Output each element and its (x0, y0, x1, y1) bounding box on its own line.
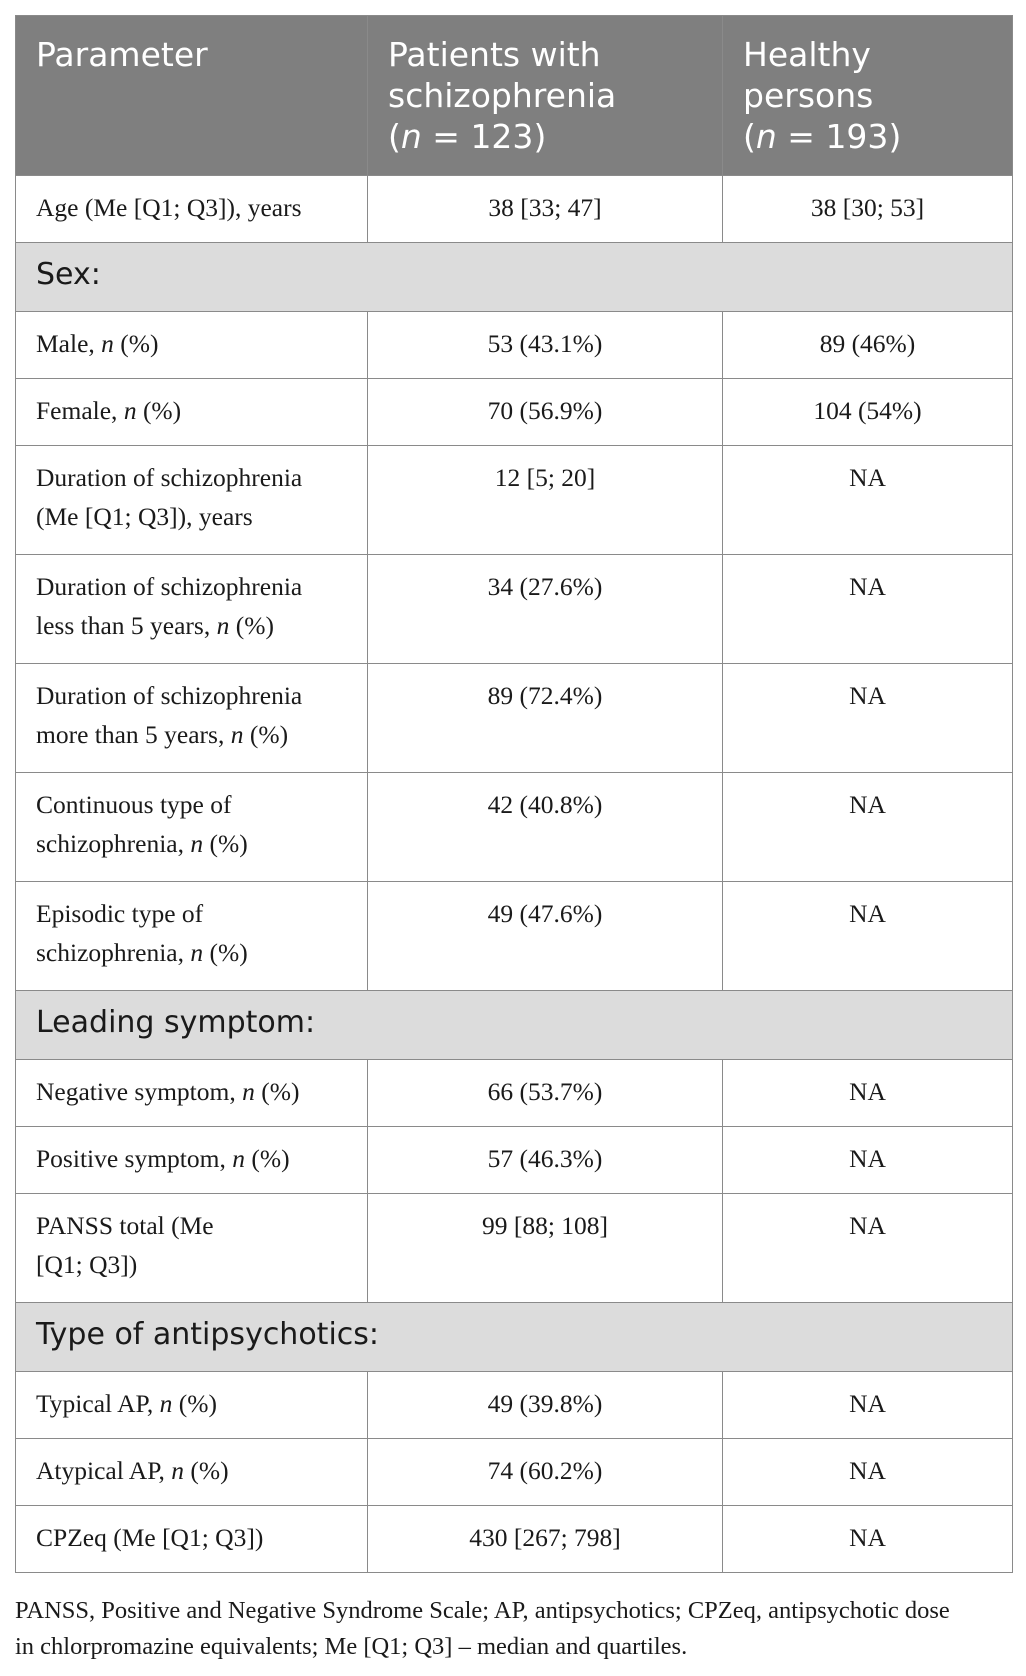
table-row (16, 379, 1013, 446)
row-label: Negative symptom, n (%) (16, 1060, 368, 1127)
healthy-value: 104 (54%) (723, 379, 1013, 446)
section-title: Leading symptom: (16, 991, 1013, 1060)
table-row (16, 555, 1013, 664)
row-label: Age (Me [Q1; Q3]), years (16, 176, 368, 243)
healthy-value: NA (723, 1060, 1013, 1127)
patients-value: 49 (39.8%) (368, 1372, 723, 1439)
table-row (16, 1194, 1013, 1303)
patients-value: 57 (46.3%) (368, 1127, 723, 1194)
section-row-sex (16, 243, 1013, 312)
healthy-value: NA (723, 1439, 1013, 1506)
section-row-antipsychotics (16, 1303, 1013, 1372)
header-parameter: Parameter (16, 16, 368, 176)
row-label: Female, n (%) (16, 379, 368, 446)
section-row-leading-symptom (16, 991, 1013, 1060)
healthy-value: NA (723, 1372, 1013, 1439)
patients-value: 42 (40.8%) (368, 773, 723, 882)
demographics-table (15, 15, 1013, 1573)
header-healthy: Healthy persons (n = 193) (723, 16, 1013, 176)
row-label: Episodic type of schizophrenia, n (%) (16, 882, 368, 991)
row-label: CPZeq (Me [Q1; Q3]) (16, 1506, 368, 1573)
healthy-value: NA (723, 1194, 1013, 1303)
row-label: Positive symptom, n (%) (16, 1127, 368, 1194)
footnote-line: PANSS, Positive and Negative Syndrome Scale; AP, antipsychotics; CPZeq, antipsychotic dose (15, 1597, 950, 1624)
patients-value: 70 (56.9%) (368, 379, 723, 446)
table-row (16, 664, 1013, 773)
healthy-value: NA (723, 1506, 1013, 1573)
header-patients: Patients with schizophrenia (n = 123) (368, 16, 723, 176)
healthy-value: NA (723, 664, 1013, 773)
patients-value: 34 (27.6%) (368, 555, 723, 664)
row-label: Atypical AP, n (%) (16, 1439, 368, 1506)
patients-value: 12 [5; 20] (368, 446, 723, 555)
table-row (16, 446, 1013, 555)
table-row (16, 1506, 1013, 1573)
table-container (15, 15, 1012, 1573)
section-title: Sex: (16, 243, 1013, 312)
patients-value: 89 (72.4%) (368, 664, 723, 773)
row-label: PANSS total (Me [Q1; Q3]) (16, 1194, 368, 1303)
row-label: Duration of schizophrenia more than 5 years, n (%) (16, 664, 368, 773)
healthy-value: NA (723, 555, 1013, 664)
patients-value: 430 [267; 798] (368, 1506, 723, 1573)
table-row (16, 1439, 1013, 1506)
row-label: Duration of schizophrenia less than 5 years, n (%) (16, 555, 368, 664)
row-label: Typical AP, n (%) (16, 1372, 368, 1439)
table-footnote (15, 1593, 1015, 1665)
section-title: Type of antipsychotics: (16, 1303, 1013, 1372)
row-label: Duration of schizophrenia (Me [Q1; Q3]), years (16, 446, 368, 555)
patients-value: 66 (53.7%) (368, 1060, 723, 1127)
table-row (16, 1127, 1013, 1194)
healthy-value: NA (723, 773, 1013, 882)
row-label: Continuous type of schizophrenia, n (%) (16, 773, 368, 882)
healthy-value: NA (723, 882, 1013, 991)
patients-value: 49 (47.6%) (368, 882, 723, 991)
table-row (16, 1060, 1013, 1127)
table-row (16, 1372, 1013, 1439)
healthy-value: NA (723, 446, 1013, 555)
patients-value: 99 [88; 108] (368, 1194, 723, 1303)
row-label: Male, n (%) (16, 312, 368, 379)
healthy-value: 38 [30; 53] (723, 176, 1013, 243)
patients-value: 38 [33; 47] (368, 176, 723, 243)
table-row (16, 882, 1013, 991)
footnote-line: in chlorpromazine equivalents; Me [Q1; Q3] – median and quartiles. (15, 1633, 688, 1660)
table-header-row (16, 16, 1013, 176)
table-row (16, 773, 1013, 882)
table-row (16, 176, 1013, 243)
healthy-value: 89 (46%) (723, 312, 1013, 379)
patients-value: 53 (43.1%) (368, 312, 723, 379)
table-row (16, 312, 1013, 379)
healthy-value: NA (723, 1127, 1013, 1194)
patients-value: 74 (60.2%) (368, 1439, 723, 1506)
